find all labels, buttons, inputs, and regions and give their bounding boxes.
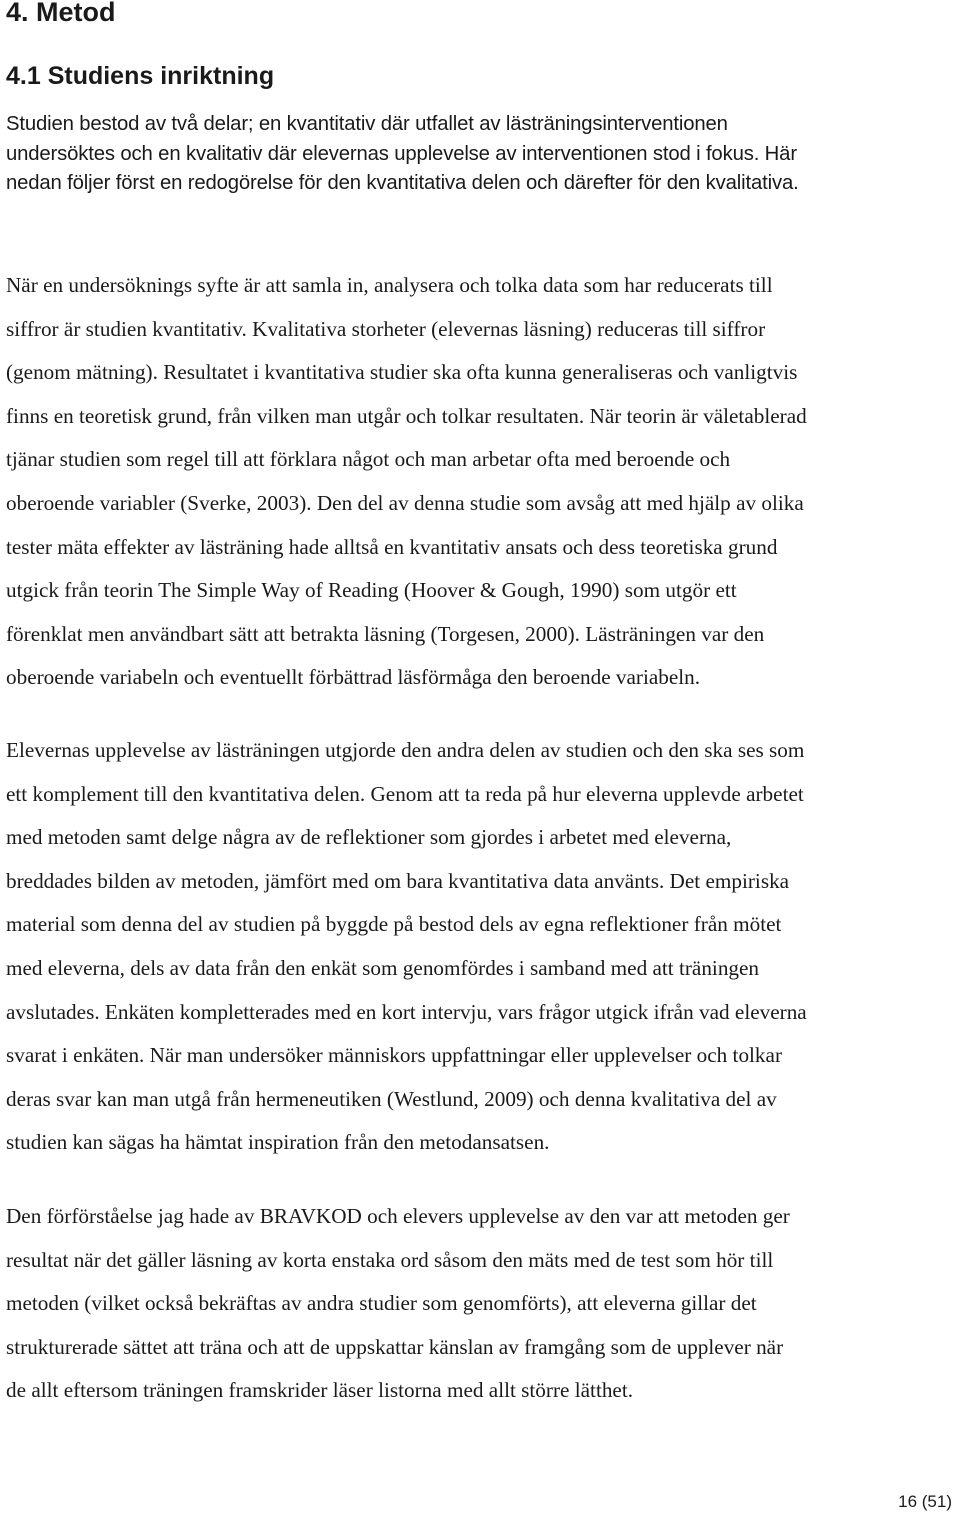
text-line: med metoden samt delge några av de reflektioner som gjordes i arbetet med eleverna, xyxy=(6,825,732,850)
text-line: avslutades. Enkäten kompletterades med en kort intervju, vars frågor utgick ifrån vad eleverna xyxy=(6,999,807,1024)
text-line: Den förförståelse jag hade av BRAVKOD och elevers upplevelse av den var att metoden ger xyxy=(6,1204,790,1228)
text-line: finns en teoretisk grund, från vilken man utgår och tolkar resultaten. När teorin är väletablerad xyxy=(6,403,807,428)
text-line: deras svar kan man utgå från hermeneutiken (Westlund, 2009) och denna kvalitativa del av xyxy=(6,1086,777,1111)
text-line: När en undersöknings syfte är att samla in, analysera och tolka data som har reducerats till xyxy=(6,273,773,297)
text-line: förenklat men användbart sätt att betrakta läsning (Torgesen, 2000). Lästräningen var den xyxy=(6,621,765,646)
paragraph-2 xyxy=(6,264,960,700)
text-line: svarat i enkäten. När man undersöker människors uppfattningar eller upplevelser och tolkar xyxy=(6,1043,783,1068)
text-line: studien kan sägas ha hämtat inspiration från den metodansatsen. xyxy=(6,1130,550,1155)
text-line: tjänar studien som regel till att förklara något och man arbetar ofta med beroende och xyxy=(6,447,731,472)
text-line: nedan följer först en redogörelse för den kvantitativa delen och därefter för den kvalitativa. xyxy=(6,172,799,194)
text-line: oberoende variabeln och eventuellt förbättrad läsförmåga den beroende variabeln. xyxy=(6,665,701,690)
section-heading: 4. Metod xyxy=(6,0,116,27)
text-line: breddades bilden av metoden, jämfört med om bara kvantitativa data använts. Det empiriska xyxy=(6,868,790,893)
paragraph-4 xyxy=(6,1195,960,1413)
text-line: material som denna del av studien på byggde på bestod dels av egna reflektioner från mötet xyxy=(6,912,782,937)
text-line: resultat när det gäller läsning av korta enstaka ord såsom den mäts med de test som hör till xyxy=(6,1247,774,1272)
subsection-heading: 4.1 Studiens inriktning xyxy=(6,62,275,90)
text-line: strukturerade sättet att träna och att de uppskattar känslan av framgång som de upplever när xyxy=(6,1334,784,1359)
text-line: oberoende variabler (Sverke, 2003). Den del av denna studie som avsåg att med hjälp av olika xyxy=(6,490,804,515)
text-line: utgick från teorin The Simple Way of Reading (Hoover & Gough, 1990) som utgör ett xyxy=(6,578,737,603)
paragraph-3 xyxy=(6,729,960,1165)
text-line: tester mäta effekter av lästräning hade alltså en kvantitativ ansats och dess teoretiska grund xyxy=(6,534,778,559)
page-number: 16 (51) xyxy=(898,1492,952,1511)
text-line: med eleverna, dels av data från den enkät som genomfördes i samband med att träningen xyxy=(6,955,760,980)
text-line: de allt eftersom träningen framskrider läser listorna med allt större lätthet. xyxy=(6,1378,634,1403)
text-line: ett komplement till den kvantitativa delen. Genom att ta reda på hur eleverna upplevde arbetet xyxy=(6,781,804,806)
paragraph-1 xyxy=(6,110,960,199)
text-line: Studien bestod av två delar; en kvantitativ där utfallet av lästräningsinterventionen xyxy=(6,113,728,135)
text-line: Elevernas upplevelse av lästräningen utgjorde den andra delen av studien och den ska ses som xyxy=(6,738,805,762)
text-line: siffror är studien kvantitativ. Kvalitativa storheter (elevernas läsning) reduceras till siffror xyxy=(6,316,766,341)
text-line: (genom mätning). Resultatet i kvantitativa studier ska ofta kunna generaliseras och vanligtvis xyxy=(6,360,798,385)
text-line: metoden (vilket också bekräftas av andra studier som genomförts), att eleverna gillar det xyxy=(6,1291,757,1316)
text-line: undersöktes och en kvalitativ där elevernas upplevelse av interventionen stod i fokus. Här xyxy=(6,142,797,165)
